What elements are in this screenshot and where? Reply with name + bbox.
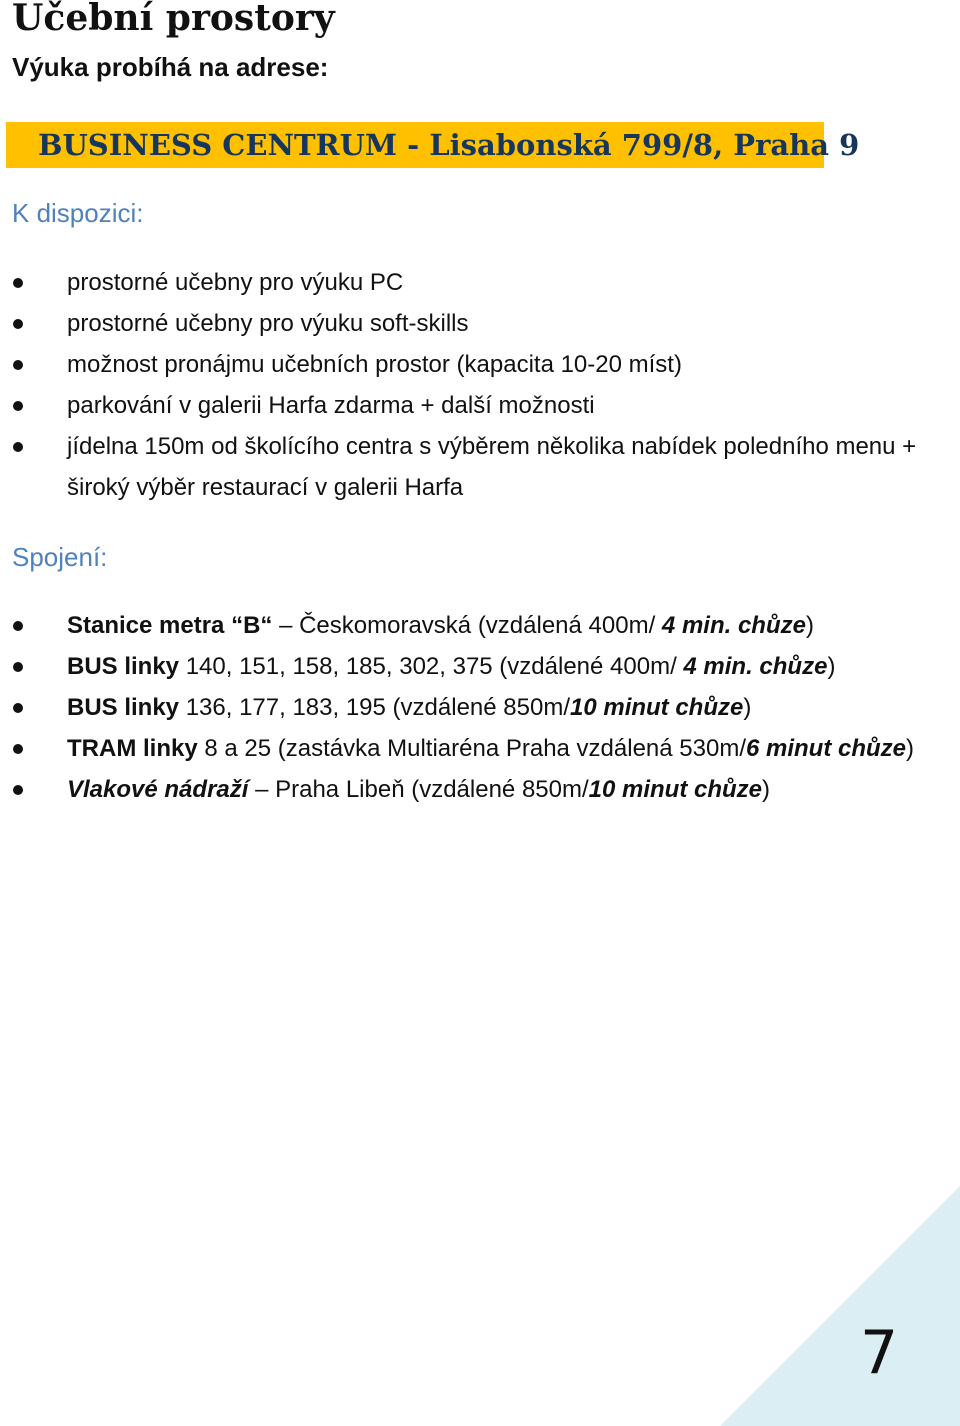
list-item: [0, 728, 960, 769]
connection-type: BUS linky: [67, 653, 180, 680]
walking-time: 4 min. chůze: [661, 612, 806, 639]
facility-text: parkování v galerii Harfa zdarma + další možnosti: [67, 392, 595, 419]
list-item: [0, 426, 960, 508]
bullet-icon: [13, 703, 23, 713]
connection-detail: 8 a 25 (zastávka Multiaréna Praha vzdálená 530m/: [197, 735, 746, 762]
bullet-icon: [13, 442, 23, 452]
closing-paren: ): [906, 735, 915, 762]
list-item: [0, 605, 960, 646]
bullet-icon: [13, 319, 23, 329]
address-banner: [6, 122, 860, 168]
bullet-icon: [13, 662, 23, 672]
closing-paren: ): [762, 776, 771, 803]
list-item: [0, 687, 960, 728]
connection-type: Vlakové nádraží: [67, 776, 249, 803]
bullet-icon: [13, 744, 23, 754]
page-title: Učební prostory: [12, 0, 335, 39]
closing-paren: ): [743, 694, 752, 721]
connection-detail: 136, 177, 183, 195 (vzdálené 850m/: [179, 694, 570, 721]
list-item: [0, 262, 960, 303]
page-number: 7: [860, 1318, 899, 1388]
connection-detail: – Praha Libeň (vzdálené 850m/: [248, 776, 589, 803]
bullet-icon: [13, 621, 23, 631]
list-item: [0, 303, 960, 344]
facility-text: prostorné učebny pro výuku PC: [67, 269, 404, 296]
walking-time: 6 minut chůze: [746, 735, 907, 762]
list-item: [0, 344, 960, 385]
address-intro: Výuka probíhá na adrese:: [12, 52, 329, 82]
list-item: [0, 385, 960, 426]
closing-paren: ): [827, 653, 836, 680]
facility-text: možnost pronájmu učebních prostor (kapacita 10-20 míst): [67, 351, 682, 378]
connections-heading: Spojení:: [12, 542, 108, 572]
connections-list: [0, 605, 960, 810]
bullet-icon: [13, 401, 23, 411]
connection-type: Stanice metra “B“: [67, 612, 273, 639]
closing-paren: ): [805, 612, 814, 639]
list-item: [0, 769, 960, 810]
connection-type: BUS linky: [67, 694, 180, 721]
connection-detail: – Českomoravská (vzdálená 400m/: [272, 612, 662, 639]
walking-time: 10 minut chůze: [588, 776, 763, 803]
facility-text: jídelna 150m od školícího centra s výběrem několika nabídek poledního menu + široký výběr restaurací v galerii Harfa: [67, 433, 917, 501]
facilities-list: [0, 262, 960, 508]
walking-time: 4 min. chůze: [683, 653, 828, 680]
facility-text: prostorné učebny pro výuku soft-skills: [67, 310, 469, 337]
list-item: [0, 646, 960, 687]
bullet-icon: [13, 278, 23, 288]
address-text: BUSINESS CENTRUM - Lisabonská 799/8, Praha 9: [38, 128, 860, 162]
bullet-icon: [13, 360, 23, 370]
facilities-heading: K dispozici:: [12, 198, 144, 228]
bullet-icon: [13, 785, 23, 795]
connection-type: TRAM linky: [67, 735, 198, 762]
walking-time: 10 minut chůze: [569, 694, 744, 721]
corner-decoration: [720, 1186, 960, 1426]
connection-detail: 140, 151, 158, 185, 302, 375 (vzdálené 400m/: [179, 653, 684, 680]
